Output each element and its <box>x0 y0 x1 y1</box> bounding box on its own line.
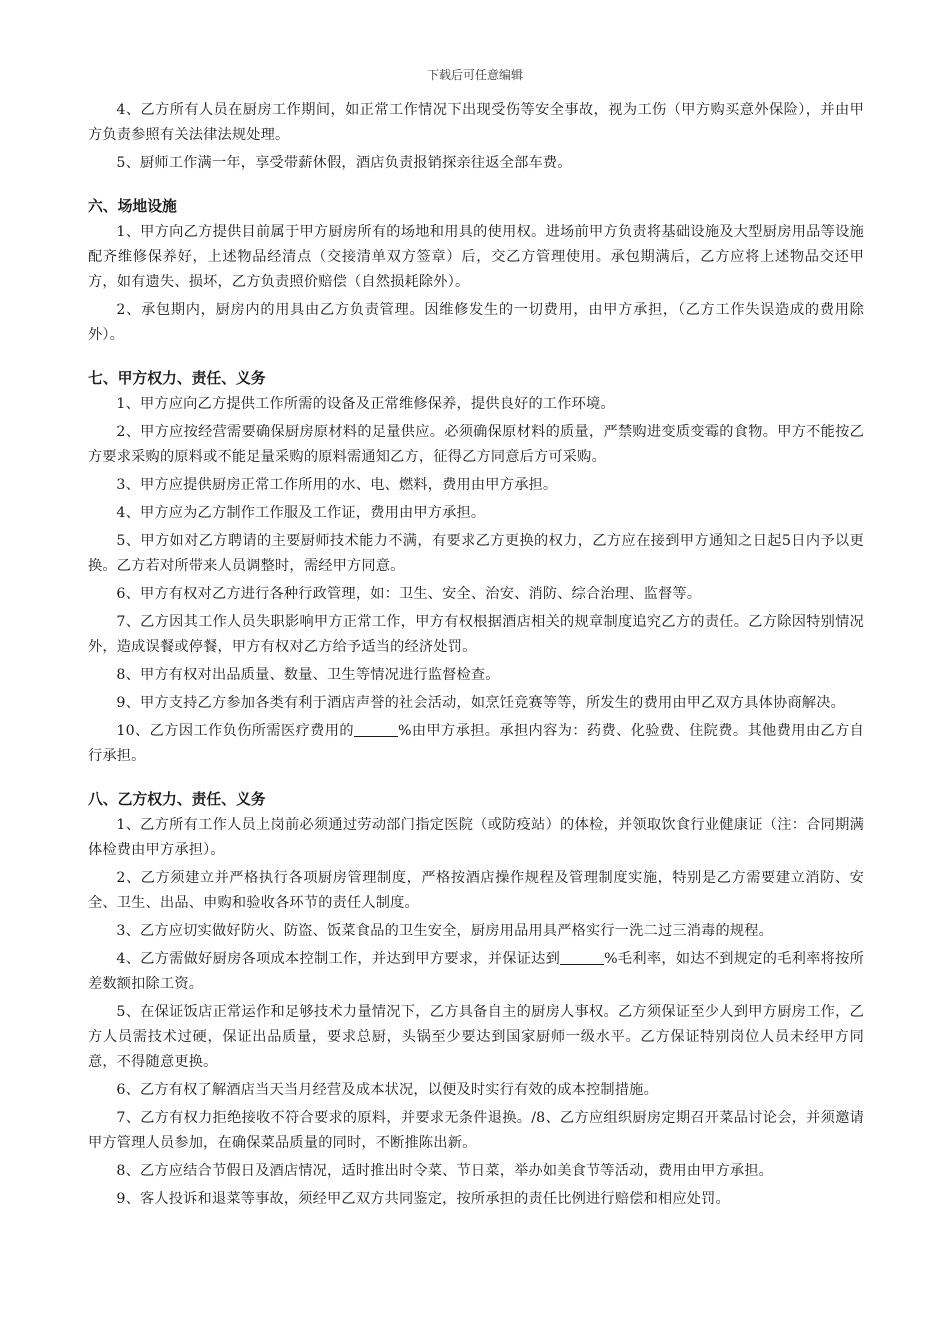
clause-paragraph: 4、甲方应为乙方制作工作服及工作证，费用由甲方承担。 <box>116 505 486 521</box>
section-title: 八、乙方权力、责任、义务 <box>88 791 266 808</box>
clause-paragraph: 7、乙方有权力拒绝接收不符合要求的原料，并要求无条件退换。/8、乙方应组织厨房定期召开菜品讨论会，并须邀请甲方管理人员参加，在确保菜品质量的同时，不断推陈出新。 <box>88 1110 864 1151</box>
clause-text: 4、乙方需做好厨房各项成本控制工作，并达到甲方要求，并保证达到 <box>116 951 561 967</box>
clause-paragraph: 2、承包期内，厨房内的用具由乙方负责管理。因维修发生的一切费用，由甲方承担，（乙方工作失误造成的费用除外）。 <box>88 302 864 343</box>
intro-section <box>88 98 864 176</box>
clause-paragraph: 5、厨师工作满一年，享受带薪休假，酒店负责报销探亲往返全部车费。 <box>116 155 572 171</box>
clause-paragraph: 1、甲方向乙方提供目前属于甲方厨房所有的场地和用具的使用权。进场前甲方负责将基础设施及大型厨房用品等设施配齐维修保养好，上述物品经清点（交接清单双方签章）后，交乙方管理使用。承包期满后，乙方应将上述物品交还甲方，如有遗失、损坏，乙方负责照价赔偿（自然损耗除外）。 <box>88 224 864 290</box>
clause-paragraph: 1、乙方所有工作人员上岗前必须通过劳动部门指定医院（或防疫站）的体检，并领取饮食行业健康证（注：合同期满体检费由甲方承担）。 <box>88 817 864 858</box>
clause-paragraph: 2、乙方须建立并严格执行各项厨房管理制度，严格按酒店操作规程及管理制度实施，特别是乙方需要建立消防、安全、卫生、出品、申购和验收各环节的责任人制度。 <box>88 870 864 911</box>
clause-paragraph: 3、甲方应提供厨房正常工作所用的水、电、燃料，费用由甲方承担。 <box>116 477 558 493</box>
clause-text: %毛利率，如达不到规定的毛利率将按所差数额扣除工资。 <box>88 951 864 992</box>
fill-in-blank <box>354 720 398 737</box>
clause-text: %由甲方承担。承担内容为：药费、化验费、住院费。其他费用由乙方自行承担。 <box>88 723 864 764</box>
clause-paragraph: 9、甲方支持乙方参加各类有利于酒店声誉的社会活动，如烹饪竞赛等等，所发生的费用由甲乙双方具体协商解决。 <box>116 695 845 711</box>
section-title: 六、场地设施 <box>88 198 177 215</box>
fill-in-blank <box>560 948 604 965</box>
section-party-b-duties <box>88 787 864 1212</box>
clause-paragraph: 8、乙方应结合节假日及酒店情况，适时推出时令菜、节日菜，举办如美食节等活动，费用由甲方承担。 <box>116 1163 774 1179</box>
clause-paragraph: 2、甲方应按经营需要确保厨房原材料的足量供应。必须确保原材料的质量，严禁购进变质变霉的食物。甲方不能按乙方要求采购的原料或不能足量采购的原料需通知乙方，征得乙方同意后方可采购。 <box>88 424 864 465</box>
section-title: 七、甲方权力、责任、义务 <box>88 370 266 387</box>
page-header: 下载后可任意编辑 <box>426 68 523 82</box>
clause-text: 10、乙方因工作负伤所需医疗费用的 <box>116 723 354 739</box>
clause-paragraph: 1、甲方应向乙方提供工作所需的设备及正常维修保养，提供良好的工作环境。 <box>116 396 615 412</box>
document-body <box>88 98 864 1215</box>
clause-paragraph: 6、甲方有权对乙方进行各种行政管理，如：卫生、安全、治安、消防、综合治理、监督等。 <box>116 586 702 602</box>
section-party-a-duties <box>88 366 864 769</box>
clause-paragraph-with-blank <box>88 719 864 769</box>
clause-paragraph: 3、乙方应切实做好防火、防盗、饭菜食品的卫生安全，厨房用品用具严格实行一洗二过三消毒的规程。 <box>116 923 774 939</box>
clause-paragraph: 4、乙方所有人员在厨房工作期间，如正常工作情况下出现受伤等安全事故，视为工伤（甲方购买意外保险），并由甲方负责参照有关法律法规处理。 <box>88 102 864 143</box>
clause-paragraph: 5、在保证饭店正常运作和足够技术力量情况下，乙方具备自主的厨房人事权。乙方须保证至少人到甲方厨房工作，乙方人员需技术过硬，保证出品质量，要求总厨，头锅至少要达到国家厨师一级水平。乙方保证特别岗位人员未经甲方同意，不得随意更换。 <box>88 1004 864 1070</box>
clause-paragraph: 9、客人投诉和退菜等事故，须经甲乙双方共同鉴定，按所承担的责任比例进行赔偿和相应处罚。 <box>116 1191 730 1207</box>
clause-paragraph: 5、甲方如对乙方聘请的主要厨师技术能力不满，有要求乙方更换的权力，乙方应在接到甲方通知之日起5日内予以更换。乙方若对所带来人员调整时，需经甲方同意。 <box>88 533 864 574</box>
clause-paragraph: 7、乙方因其工作人员失职影响甲方正常工作，甲方有权根据酒店相关的规章制度追究乙方的责任。乙方除因特别情况外，造成误餐或停餐，甲方有权对乙方给予适当的经济处罚。 <box>88 614 864 655</box>
clause-paragraph-with-blank <box>88 947 864 997</box>
section-site-facilities <box>88 194 864 348</box>
clause-paragraph: 8、甲方有权对出品质量、数量、卫生等情况进行监督检查。 <box>116 667 500 683</box>
clause-paragraph: 6、乙方有权了解酒店当天当月经营及成本状况，以便及时实行有效的成本控制措施。 <box>116 1082 658 1098</box>
